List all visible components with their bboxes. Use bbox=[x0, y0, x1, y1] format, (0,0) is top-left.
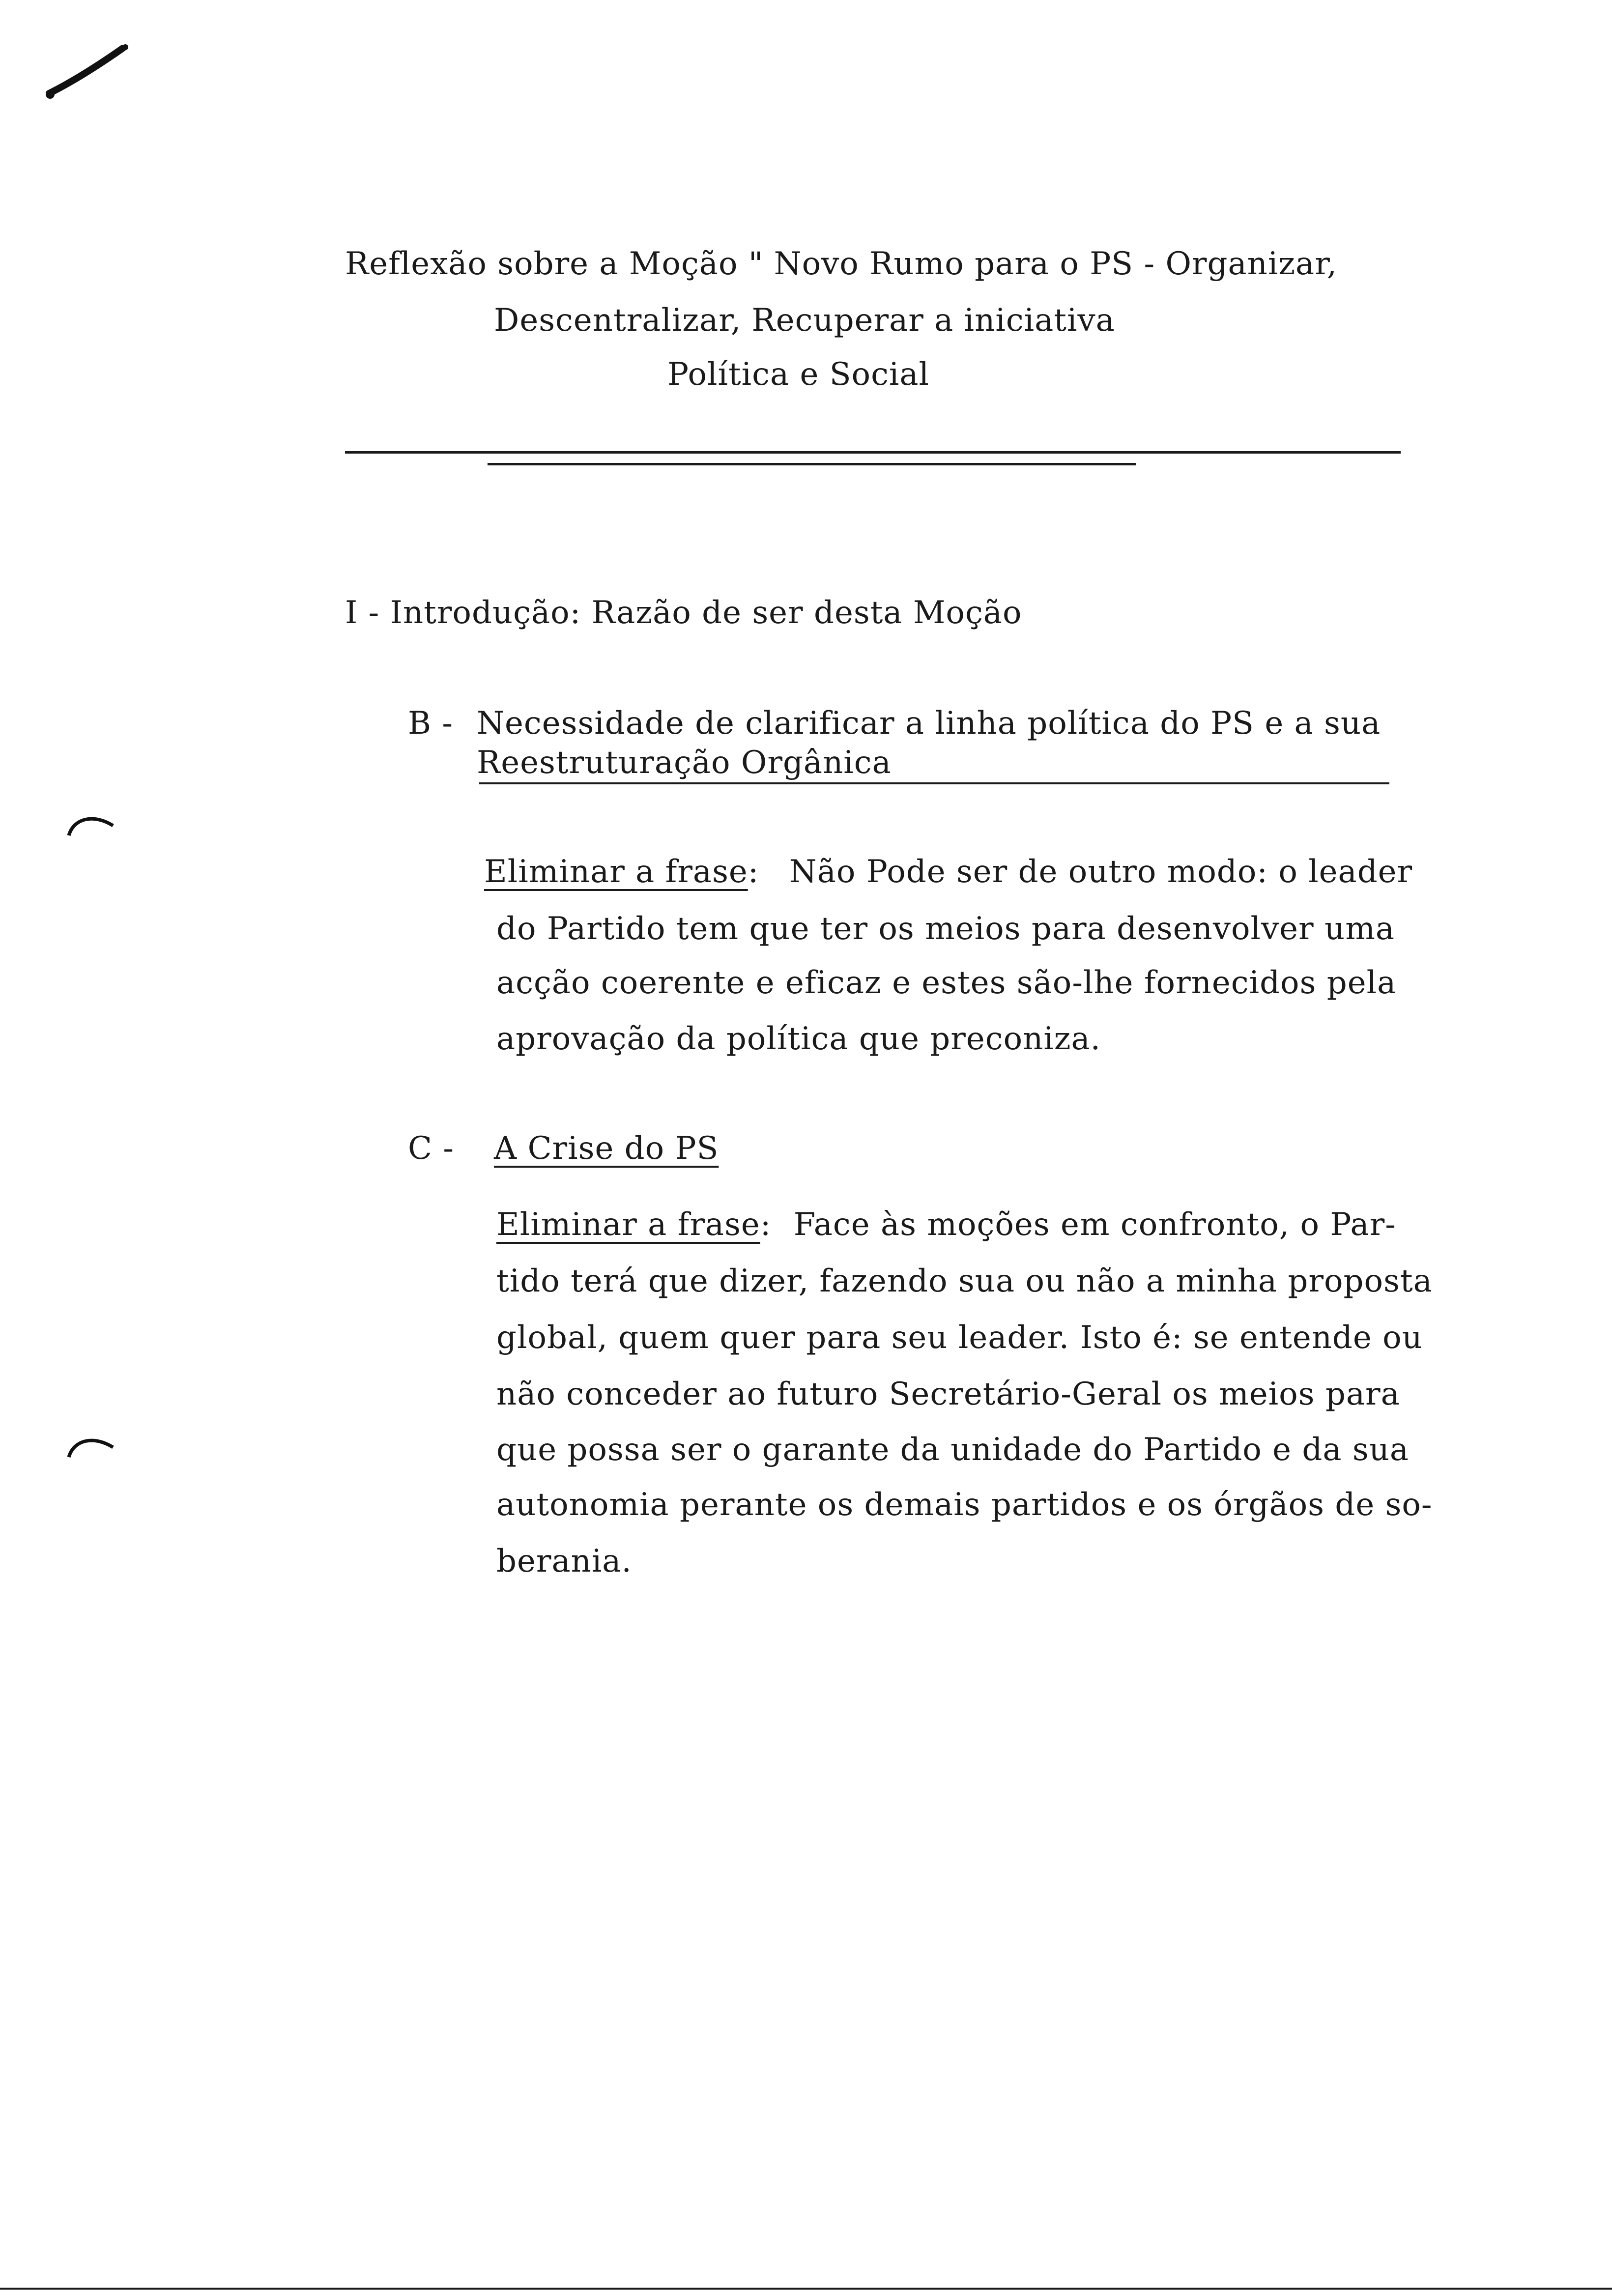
section-c-body-line-3: global, quem quer para seu leader. Isto é: se entende ou bbox=[496, 1320, 1423, 1356]
section-b-heading-line-2: Reestruturação Orgânica bbox=[477, 745, 892, 781]
title-line-3: Política e Social bbox=[667, 356, 929, 393]
section-b-colon: : bbox=[748, 854, 759, 890]
title-line-1: Reflexão sobre a Moção " Novo Rumo para o PS - Organizar, bbox=[345, 246, 1338, 282]
section-c-prefix: C - bbox=[408, 1130, 454, 1167]
section-c-body-line-2: tido terá que dizer, fazendo sua ou não a minha proposta bbox=[496, 1263, 1433, 1299]
section-b-heading-line-1: Necessidade de clarificar a linha política do PS e a sua bbox=[477, 705, 1381, 742]
section-c-body-line-1 bbox=[496, 1206, 1396, 1243]
section-c-body-line-6: autonomia perante os demais partidos e os órgãos de so- bbox=[496, 1487, 1433, 1523]
section-c-body-line-7: berania. bbox=[496, 1543, 632, 1579]
section-c-heading: A Crise do PS bbox=[494, 1130, 719, 1167]
section-b-body-text-1: Não Pode ser de outro modo: o leader bbox=[789, 854, 1413, 890]
section-c-body-line-5: que possa ser o garante da unidade do Partido e da sua bbox=[496, 1432, 1410, 1468]
section-b-eliminate-label: Eliminar a frase bbox=[484, 854, 748, 890]
title-divider-long bbox=[345, 451, 1401, 454]
section-c-body-text-1: Face às moções em confronto, o Par- bbox=[793, 1206, 1396, 1243]
section-b-prefix: B - bbox=[408, 705, 453, 742]
title-divider-short bbox=[488, 463, 1136, 465]
section-b-body-line-1 bbox=[484, 856, 1412, 888]
section-c-body-line-4: não conceder ao futuro Secretário-Geral os meios para bbox=[496, 1376, 1400, 1412]
section-b-heading-underline bbox=[479, 782, 1389, 784]
bottom-scan-edge bbox=[0, 2288, 1612, 2290]
punch-hole-mark-bottom bbox=[64, 1428, 118, 1462]
section-b-body-line-4: aprovação da política que preconiza. bbox=[496, 1021, 1101, 1057]
section-c-eliminate-label: Eliminar a frase bbox=[496, 1206, 760, 1243]
section-b-body-line-2: do Partido tem que ter os meios para desenvolver uma bbox=[496, 911, 1395, 947]
section-b-body-line-3: acção coerente e eficaz e estes são-lhe fornecidos pela bbox=[496, 965, 1397, 1001]
punch-hole-mark-top bbox=[64, 806, 118, 840]
title-line-2: Descentralizar, Recuperar a iniciativa bbox=[494, 302, 1115, 339]
section-i-heading: I - Introdução: Razão de ser desta Moção bbox=[345, 595, 1022, 631]
pen-stroke-mark bbox=[39, 34, 138, 113]
section-c-colon: : bbox=[760, 1206, 772, 1243]
